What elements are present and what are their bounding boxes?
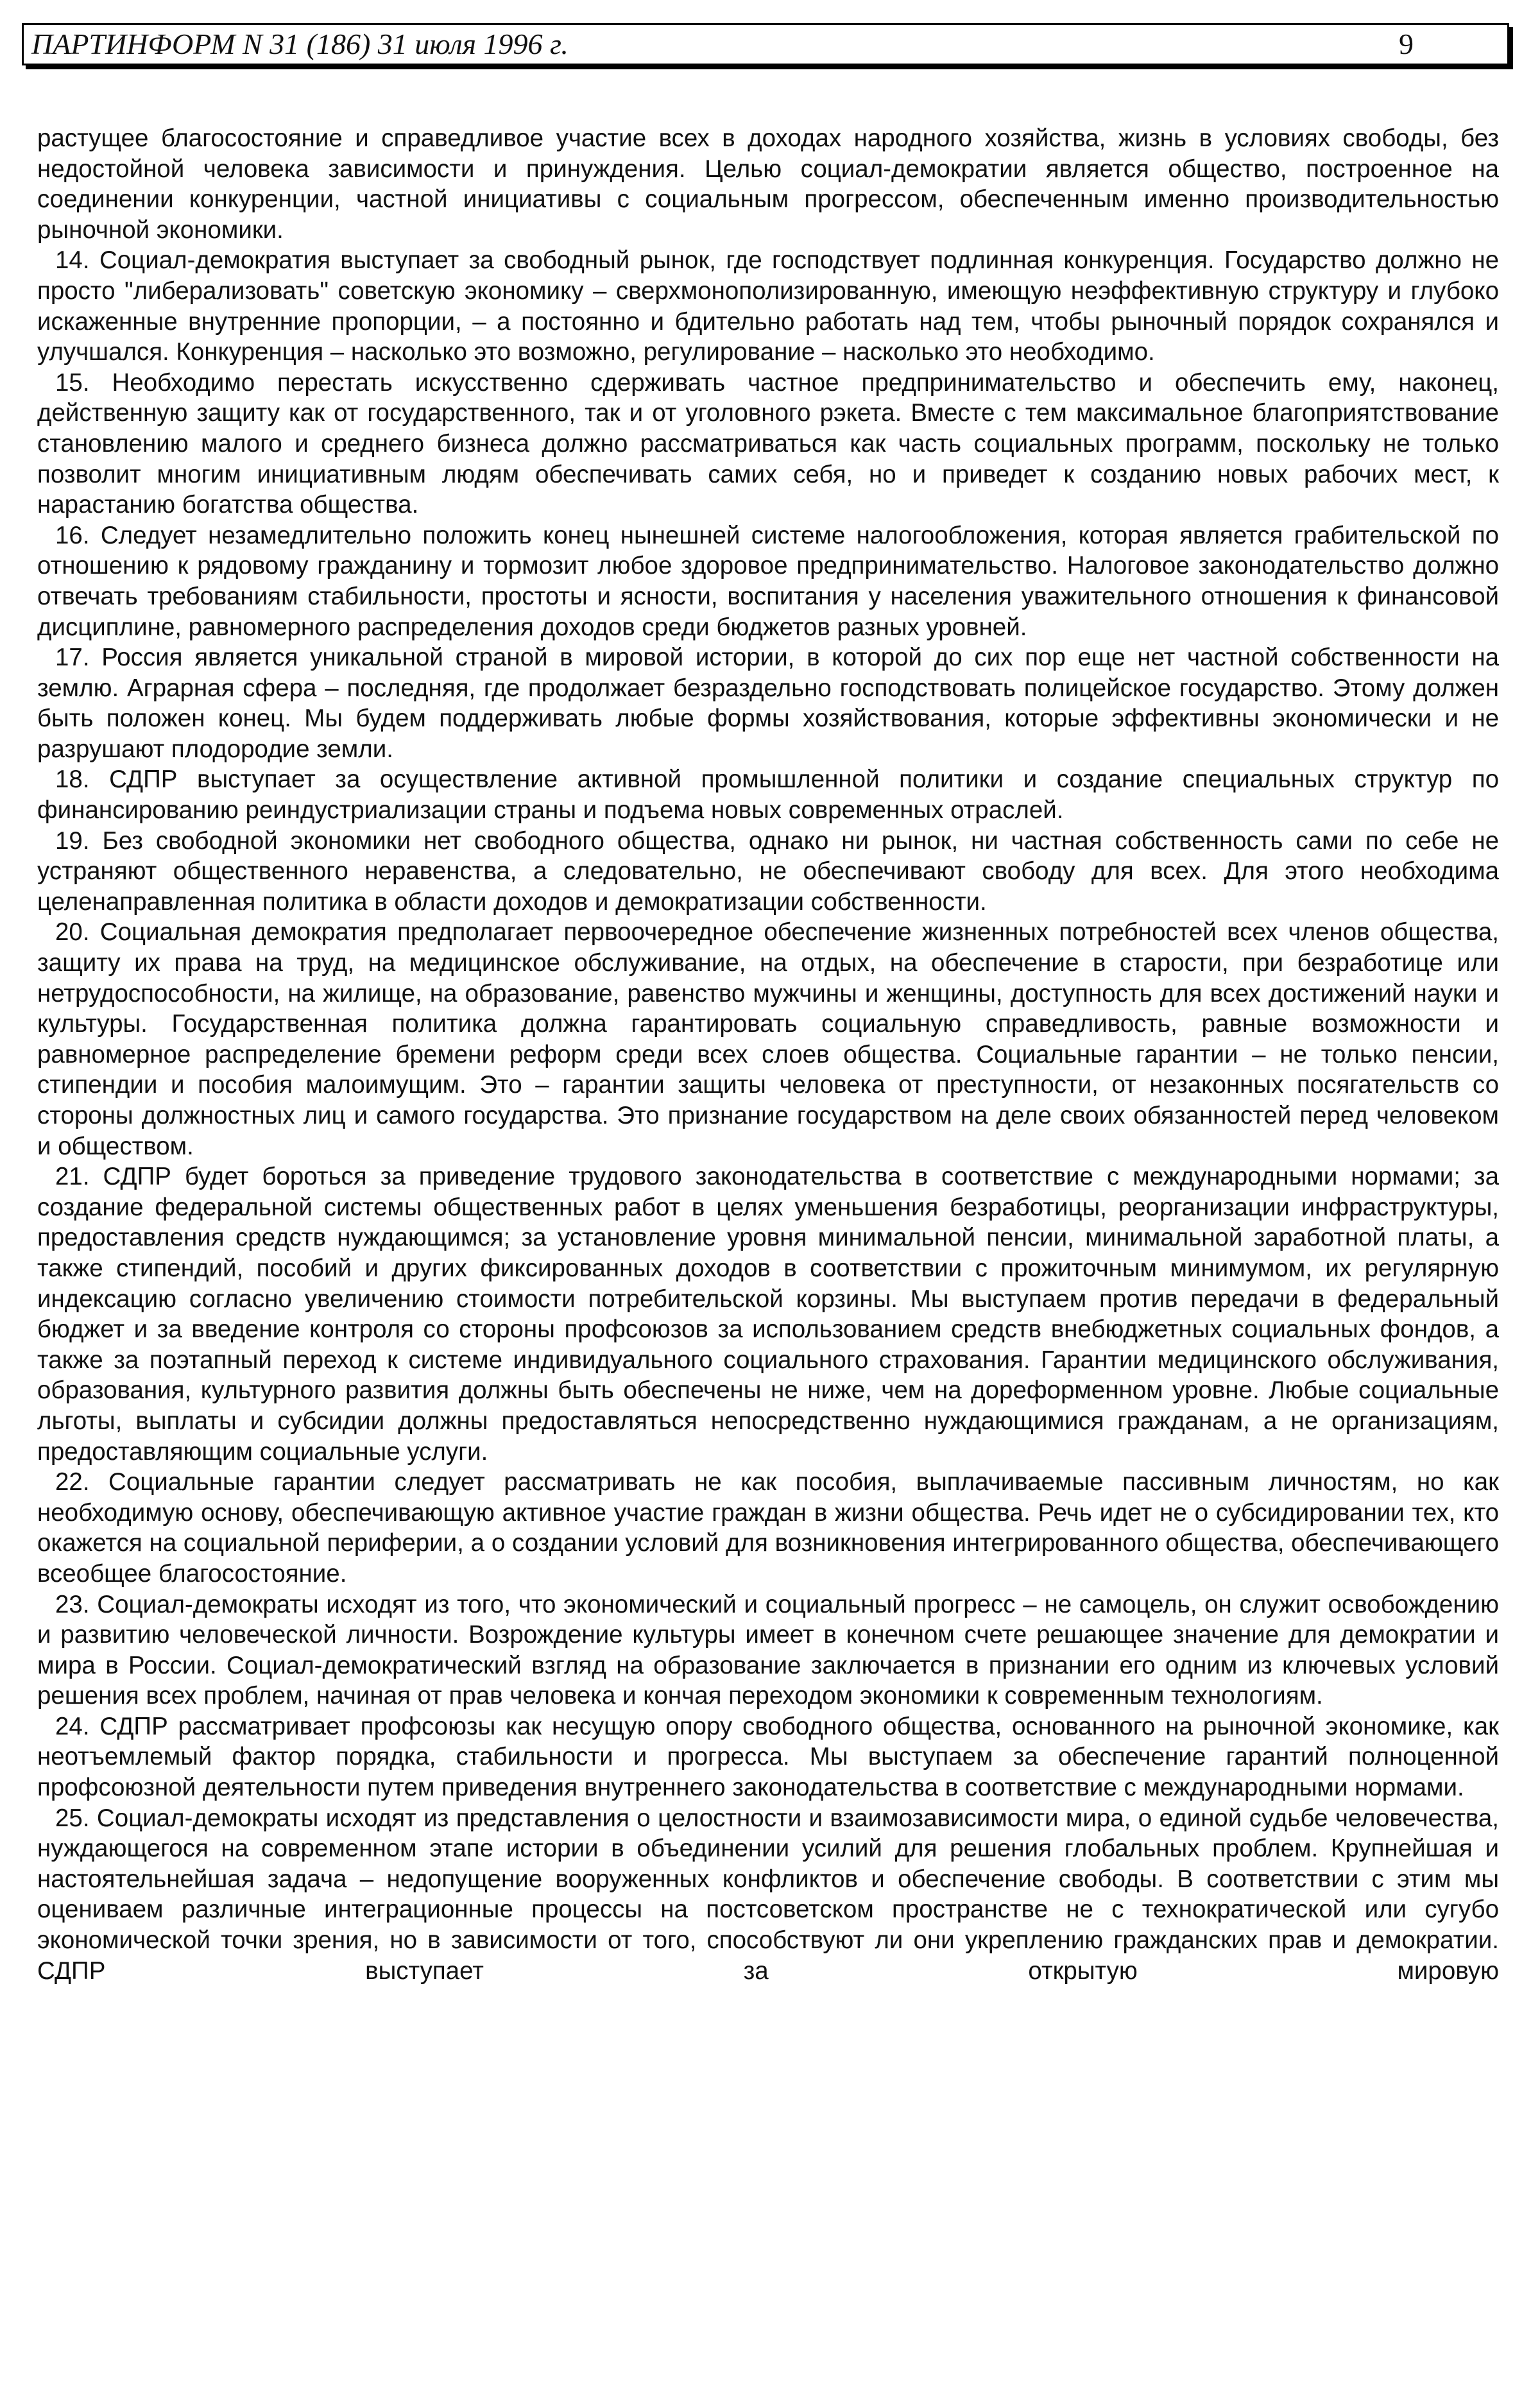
article-body bbox=[37, 123, 1499, 1986]
paragraph-23: 23. Социал-демократы исходят из того, что экономический и социальный прогресс – не самоцель, он служит освобождению и развитию человеческой личности. Возрождение культуры имеет в конечном счете решающее значение для демократии и мира в России. Социал-демократический взгляд на образование заключается в признании его одним из ключевых условий решения всех проблем, начиная от прав человека и кончая переходом экономики к современным технологиям. bbox=[37, 1590, 1499, 1710]
paragraph-17: 17. Россия является уникальной страной в мировой истории, в которой до сих пор еще нет частной собственности на землю. Аграрная сфера – последняя, где продолжает безраздельно господствовать полицейское государство. Этому должен быть положен конец. Мы будем поддерживать любые формы хозяйствования, которые эффективны экономически и не разрушают плодородие земли. bbox=[37, 644, 1499, 763]
page-header bbox=[22, 23, 1509, 65]
page-header-title: ПАРТИНФОРМ N 31 (186) 31 июля 1996 г. bbox=[31, 28, 569, 60]
paragraph-14: 14. Социал-демократия выступает за свободный рынок, где господствует подлинная конкуренция. Государство должно не просто "либерализовать" советскую экономику – сверхмонополизированную, имеющую неэффективную структуру и глубоко искаженные внутренние пропорции, – а постоянно и бдительно работать над тем, чтобы рыночный порядок сохранялся и улучшался. Конкуренция – насколько это возможно, регулирование – насколько это необходимо. bbox=[37, 246, 1499, 366]
paragraph-22: 22. Социальные гарантии следует рассматривать не как пособия, выплачиваемые пассивным личностям, но как необходимую основу, обеспечивающую активное участие граждан в жизни общества. Речь идет не о субсидировании тех, кто окажется на социальной периферии, а о создании условий для возникновения интегрированного общества, обеспечивающего всеобщее благосостояние. bbox=[37, 1468, 1499, 1588]
paragraph-19: 19. Без свободной экономики нет свободного общества, однако ни рынок, ни частная собственность сами по себе не устраняют общественного неравенства, а следовательно, не обеспечивают свободу для всех. Для этого необходима целенаправленная политика в области доходов и демократизации собственности. bbox=[37, 827, 1499, 916]
paragraph-continuation: растущее благосостояние и справедливое участие всех в доходах народного хозяйства, жизнь в условиях свободы, без недостойной человека зависимости и принуждения. Целью социал-демократии является общество, построенное на соединении конкуренции, частной инициативы с социальным прогрессом, обеспеченным именно производительностью рыночной экономики. bbox=[37, 124, 1499, 244]
paragraph-20: 20. Социальная демократия предполагает первоочередное обеспечение жизненных потребностей всех членов общества, защиту их права на труд, на медицинское обслуживание, на отдых, на обеспечение в старости, при безработице или нетрудоспособности, на жилище, на образование, равенство мужчины и женщины, доступность для всех достижений науки и культуры. Государственная политика должна гарантировать социальную справедливость, равные возможности и равномерное распределение бремени реформ среди всех слоев общества. Социальные гарантии – не только пенсии, стипендии и пособия малоимущим. Это – гарантии защиты человека от преступности, от незаконных посягательств со стороны должностных лиц и самого государства. Это признание государством на деле своих обязанностей перед человеком и обществом. bbox=[37, 918, 1499, 1160]
paragraph-18: 18. СДПР выступает за осуществление активной промышленной политики и создание специальных структур по финансированию реиндустриализации страны и подъема новых современных отраслей. bbox=[37, 766, 1499, 825]
paragraph-25: 25. Социал-демократы исходят из представления о целостности и взаимозависимости мира, о единой судьбе человечества, нуждающегося на современном этапе истории в объединении усилий для решения глобальных проблем. Крупнейшая и настоятельнейшая задача – недопущение вооруженных конфликтов и обеспечение свободы. В соответствии с этим мы оцениваем различные интеграционные процессы на постсоветском пространстве не с технократической или сугубо экономической точки зрения, но в зависимости от того, способствуют ли они укреплению гражданских прав и демократии. СДПР выступает за открытую мировую bbox=[37, 1804, 1499, 1985]
paragraph-16: 16. Следует незамедлительно положить конец нынешней системе налогообложения, которая является грабительской по отношению к рядовому гражданину и тормозит любое здоровое предпринимательство. Налоговое законодательство должно отвечать требованиям стабильности, простоты и ясности, воспитания у населения уважительного отношения к финансовой дисциплине, равномерного распределения доходов среди бюджетов разных уровней. bbox=[37, 521, 1499, 641]
paragraph-21: 21. СДПР будет бороться за приведение трудового законодательства в соответствие с международными нормами; за создание федеральной системы общественных работ в целях уменьшения безработицы, реорганизации инфраструктуры, предоставления средств нуждающимся; за установление уровня минимальной пенсии, минимальной заработной платы, а также стипендий, пособий и других фиксированных доходов в соответствии с прожиточным минимумом, их регулярную индексацию согласно увеличению стоимости потребительской корзины. Мы выступаем против передачи в федеральный бюджет и за введение контроля со стороны профсоюзов за использованием средств внебюджетных социальных фондов, а также за поэтапный переход к системе индивидуального социального страхования. Гарантии медицинского обслуживания, образования, культурного развития должны быть обеспечены не ниже, чем на дореформенном уровне. Любые социальные льготы, выплаты и субсидии должны предоставляться непосредственно нуждающимися гражданам, а не организациям, предоставляющим социальные услуги. bbox=[37, 1163, 1499, 1466]
page-number: 9 bbox=[1399, 28, 1414, 60]
paragraph-15: 15. Необходимо перестать искусственно сдерживать частное предпринимательство и обеспечить ему, наконец, действенную защиту как от государственного, так и от уголовного рэкета. Вместе с тем максимальное благоприятствование становлению малого и среднего бизнеса должно рассматриваться как часть социальных программ, поскольку не только позволит многим инициативным людям обеспечивать самих себя, но и приведет к созданию новых рабочих мест, к нарастанию богатства общества. bbox=[37, 368, 1499, 519]
paragraph-24: 24. СДПР рассматривает профсоюзы как несущую опору свободного общества, основанного на рыночной экономике, как неотъемлемый фактор порядка, стабильности и прогресса. Мы выступаем за обеспечение гарантий полноценной профсоюзной деятельности путем приведения внутреннего законодательства в соответствие с международными нормами. bbox=[37, 1712, 1499, 1802]
